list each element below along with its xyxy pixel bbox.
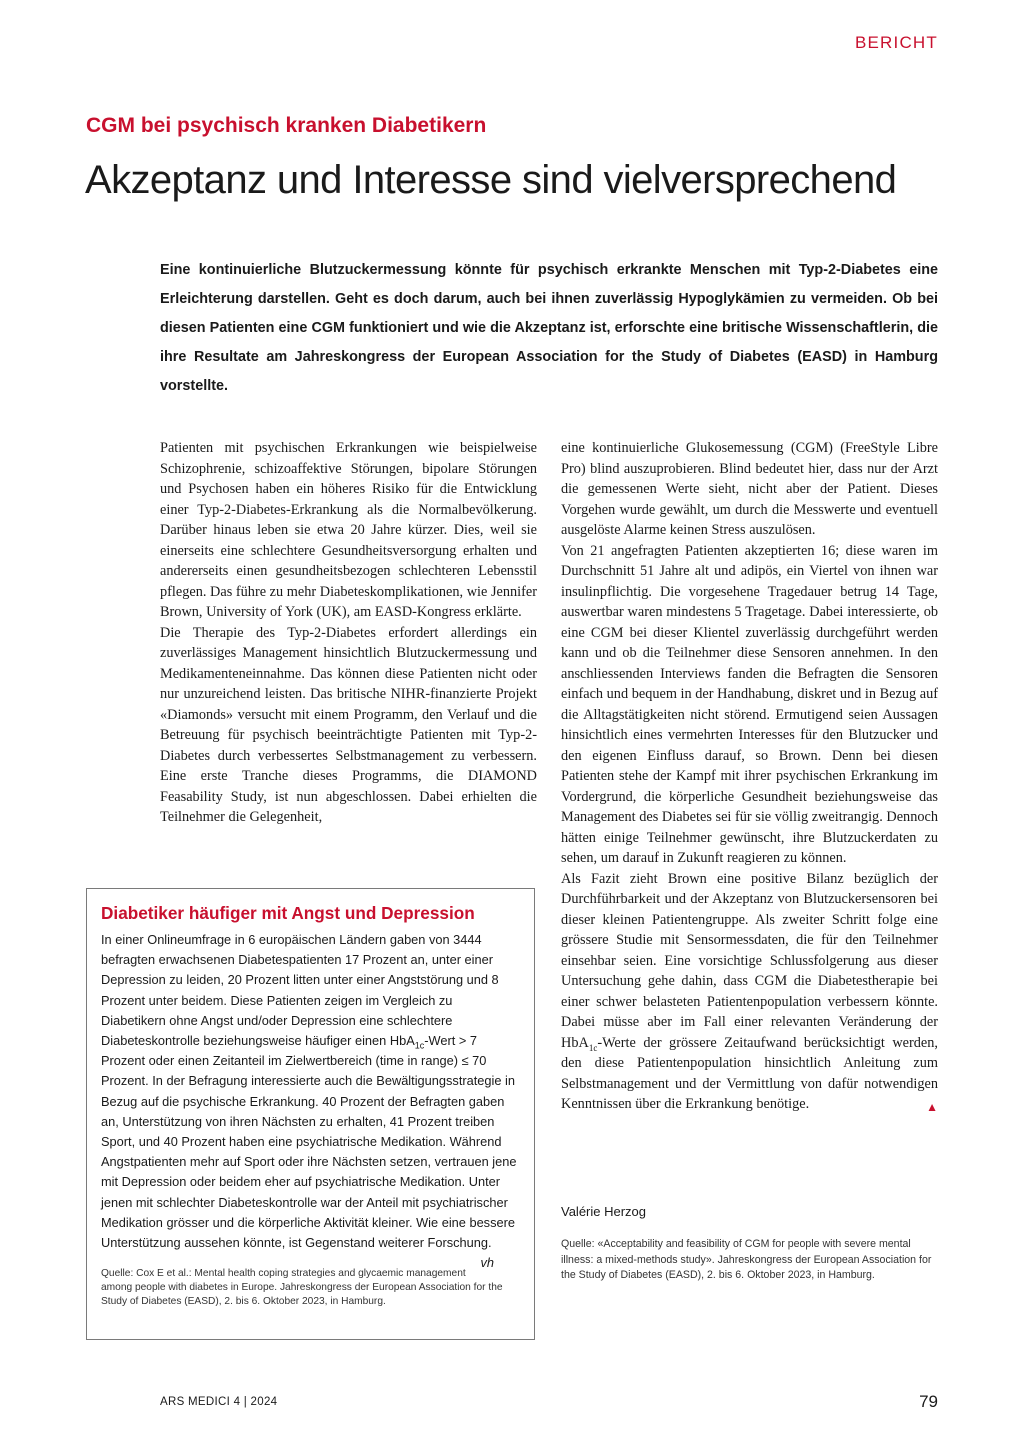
article-headline: Akzeptanz und Interesse sind vielversprechend (85, 158, 897, 202)
info-box-signature: vh (480, 1255, 494, 1271)
journal-issue: ARS MEDICI 4 | 2024 (160, 1396, 278, 1408)
subscript: 1c (588, 1042, 598, 1053)
body-column-left (160, 438, 537, 828)
text-run: -Werte der grössere Zeitaufwand berücksichtigt werden, den diese Patientenpopulation hinsichtlich Anleitung zum Selbstmanagement und der Vermittlung von dafür notwendigen Kenntnissen über die Erkrankung benötige. (561, 1034, 938, 1112)
page-number: 79 (919, 1392, 938, 1411)
text-run: In einer Onlineumfrage in 6 europäischen Ländern gaben von 3444 befragten erwachsenen Diabetespatienten 17 Prozent an, unter einer Depression zu leiden, 20 Prozent litten unter einer Angststörung und 8 Prozent unter beidem. Diese Patienten zeigen im Vergleich zu Diabetikern ohne Angst und/oder Depression eine schlechtere Diabeteskontrolle beziehungsweise häufiger einen HbA (101, 932, 499, 1049)
author-name: Valérie Herzog (561, 1204, 647, 1219)
info-box-source: Quelle: Cox E et al.: Mental health coping strategies and glycaemic management among people with diabetes in Europe. Jahreskongress der European Association for the Study of Diabetes (EASD), 2. bis 6. Oktober 2023, in Hamburg. (101, 1268, 503, 1308)
body-paragraph: eine kontinuierliche Glukosemessung (CGM) (FreeStyle Libre Pro) blind auszuprobieren. Blind bedeutet hier, dass nur der Arzt die gemessenen Werte sieht, nicht aber der Patient. Dieses Vorgehen wurde gewählt, um durch die Messwerte und eventuell ausgelöste Alarme keinen Stress auszulösen. (561, 440, 938, 538)
subscript: 1c (414, 1040, 425, 1051)
text-run: -Wert > 7 Prozent oder einen Zeitanteil im Zielwertbereich (time in range) ≤ 70 Prozent. In der Befragung interessierte auch die Bewältigungsstrategie in Bezug auf die psychische Erkrankung. 40 Prozent der Befragten gaben an, Unterstützung von ihren Nächsten zu erhalten, 41 Prozent treiben Sport, und 40 Prozent haben eine psychiatrische Medikation. Während Angstpatienten mehr auf Sport oder ihre Nächsten setzen, vertrauen jene mit Depression oder beidem eher auf psychiatrische Medikation. Unter jenen mit schlechter Diabeteskontrolle war der Anteil mit psychiatrischer Medikation grösser und die körperliche Aktivität kleiner. Wie eine bessere Unterstützung aussehen könnte, ist Gegenstand weiterer Forschung. (101, 1033, 517, 1251)
body-paragraph: Die Therapie des Typ-2-Diabetes erfordert allerdings ein zuverlässiges Management hinsichtlich Blutzuckermessung und Medikamenteneinnahme. Das können diese Patienten nicht oder nur unzureichend leisten. Das britische NIHR-finanzierte Projekt «Diamonds» versucht mit einem Programm, den Verlauf und die Betreuung für psychisch beeinträchtigte Patienten mit Typ-2-Diabetes durch verbessertes Selbstmanagement zu verbessern. Eine erste Tranche dieses Programms, die DIAMOND Feasability Study, ist nun abgeschlossen. Dabei erhielten die Teilnehmer die Gelegenheit, (160, 624, 537, 825)
body-paragraph: Von 21 angefragten Patienten akzeptierten 16; diese waren im Durchschnitt 51 Jahre alt und adipös, ein Viertel von ihnen war insulinpflichtig. Die vorgesehene Tragedauer betrug 14 Tage, auswertbar waren mindestens 5 Tragetage. Dabei interessierte, ob eine CGM bei dieser Klientel zuverlässig durchgeführt werden kann und ob die Teilnehmer diese Sensoren annehmen. In den anschliessenden Interviews fanden die Befragten die Sensoren einfach und bequem in der Handhabung, diskret und in Bezug auf die Alltagstätigkeiten nicht störend. Ermutigend seien Aussagen hinsichtlich eines vermehrten Interesses für den Blutzucker und den eigenen Einfluss darauf, so Brown. Denn bei diesen Patienten stehe der Kampf mit ihrer psychischen Erkrankung im Vordergrund, die körperliche Gesundheit beziehungsweise das Management des Diabetes sei für sie völlig zweitrangig. Dennoch hätten einige Teilnehmer gewünscht, ihre Blutzuckerdaten zu sehen, um darauf in Zukunft reagieren zu können. (561, 542, 938, 866)
info-box (86, 888, 535, 1340)
article-source: Quelle: «Acceptability and feasibility of CGM for people with severe mental illness: a mixed-methods study». Jahreskongress der European Association for the Study of Diabetes (EASD), 2. bis 6. Oktober 2023, in Hamburg. (561, 1238, 932, 1281)
body-paragraph (561, 869, 938, 1115)
article-kicker: CGM bei psychisch kranken Diabetikern (86, 114, 487, 137)
end-of-article-icon: ▲ (926, 1100, 938, 1114)
article-lead: Eine kontinuierliche Blutzuckermessung könnte für psychisch erkrankte Menschen mit Typ-2-Diabetes eine Erleichterung darstellen. Geht es doch darum, auch bei ihnen zuverlässig Hypoglykämien zu vermeiden. Ob bei diesen Patienten eine CGM funktioniert und wie die Akzeptanz ist, erforschte eine britische Wissenschaftlerin, die ihre Resultate am Jahreskongress der European Association for the Study of Diabetes (EASD) in Hamburg vorstellte. (160, 262, 938, 394)
body-column-right (561, 438, 938, 1118)
info-box-text (101, 930, 520, 1271)
text-run: Als Fazit zieht Brown eine positive Bilanz bezüglich der Durchführbarkeit und der Akzeptanz von Blutzuckersensoren bei dieser kleinen Patientengruppe. Als zweiter Schritt folge eine grössere Studie mit Sensormessdaten, die für den Teilnehmer einsehbar seien. Eine vorsichtige Schlussfolgerung aus dieser Untersuchung gehe dahin, dass CGM die Diabetestherapie bei einer schwer belasteten Patientenpopulation verbessern könnte. Dabei müsse aber im Fall einer relevanten Veränderung der HbA (561, 870, 938, 1051)
body-paragraph: Patienten mit psychischen Erkrankungen wie beispielweise Schizophrenie, schizoaffektive Störungen, bipolare Störungen und Psychosen haben ein höheres Risiko für die Entwicklung einer Typ-2-Diabetes-Erkrankung als die Normalbevölkerung. Darüber hinaus leben sie etwa 20 Jahre kürzer. Dies, weil sie einerseits eine schlechtere Gesundheitsversorgung erhalten und andererseits einen gesundheitsbezogen schlechteren Lebensstil pflegen. Das führe zu mehr Diabeteskomplikationen, wie Jennifer Brown, University of York (UK), am EASD-Kongress erklärte. (160, 440, 537, 620)
info-box-title: Diabetiker häufiger mit Angst und Depression (101, 903, 475, 923)
section-label: BERICHT (854, 33, 938, 52)
